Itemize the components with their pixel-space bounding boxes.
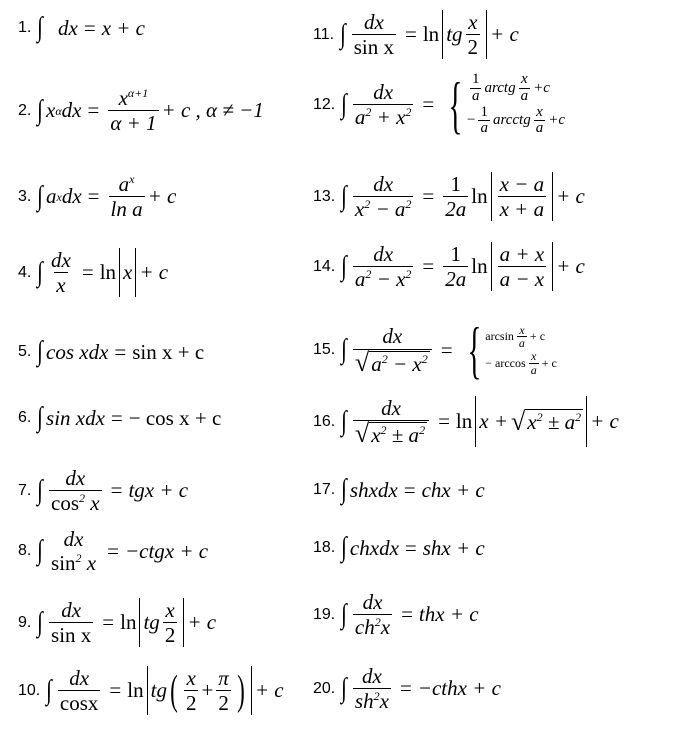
absolute-value: x (119, 248, 136, 297)
ln: ln (99, 260, 117, 285)
fraction (58, 666, 101, 715)
integral-sign: ∫ (341, 405, 347, 437)
numerator-exponent: x (129, 172, 135, 186)
formula-13 (313, 172, 585, 221)
tail: + c (139, 260, 169, 285)
numerator-base: x (118, 86, 128, 110)
integrand: shxdx (349, 477, 398, 502)
formula-10 (18, 666, 284, 715)
cases-brace: { arcsin $\frac{x}{a}$ + c − arccos $\frac{x}{a}$ + c (466, 314, 557, 385)
ln: ln (471, 254, 488, 279)
fraction: $\frac{dx}{√a^2 - x^2}$ (353, 324, 432, 375)
ln: ln (422, 22, 440, 47)
integral-sign: ∫ (341, 672, 347, 704)
equals-sign: = (87, 98, 100, 123)
formula-number: 17. (313, 481, 336, 498)
result: −ctgx + c (124, 538, 209, 563)
differential: dx (61, 98, 82, 123)
integrand: sin xdx (46, 405, 105, 430)
numerator: dx (65, 466, 86, 490)
formula-9 (18, 598, 216, 647)
ln: ln (455, 409, 473, 434)
integral-sign: ∫ (341, 250, 347, 282)
numerator: dx (69, 666, 90, 690)
equals-sign: = (405, 22, 417, 47)
numerator: dx (63, 527, 84, 551)
integral-sign: ∫ (37, 606, 44, 638)
equals-sign: = (403, 477, 416, 502)
formula-15 (313, 314, 557, 385)
fraction: dx $\sin^2 x$ (51, 527, 97, 576)
equals-sign: = (110, 478, 123, 503)
formula-number: 8. (18, 542, 32, 560)
formula-number: 11. (313, 25, 335, 43)
formula-number: 13. (313, 187, 336, 205)
fraction: $\frac{dx}{√x^2 \pm a^2}$ (353, 396, 429, 447)
formula-19 (313, 590, 479, 639)
absolute-value: x + √ $x^2 \pm a^2$ (475, 396, 587, 447)
numerator-base: a (118, 172, 130, 196)
absolute-value: $\frac{a + x}{a - x}$ (491, 242, 554, 291)
denominator: α + 1 (110, 111, 157, 136)
result: − cos x + c (128, 405, 222, 430)
formula-20 (313, 664, 501, 713)
tail: + c , α ≠ −1 (161, 98, 264, 123)
numerator: dx (362, 664, 382, 688)
formula-number: 3. (18, 187, 32, 205)
denominator: x (56, 273, 66, 298)
fraction: $\frac{dx}{a^2 + x^2}$ (354, 79, 412, 129)
integral-sign: ∫ (341, 180, 347, 212)
fraction: $\frac{dx}{a^2 - x^2}$ (354, 242, 412, 292)
equals-sign: = (114, 339, 127, 364)
numerator: dx (373, 242, 394, 266)
formula-18 (313, 534, 485, 562)
numerator: dx (61, 598, 82, 622)
result: sin x + c (132, 339, 205, 364)
formula-12 (313, 68, 565, 140)
fraction (108, 86, 158, 135)
numerator-exponent: α+1 (127, 86, 149, 100)
formula-number: 16. (313, 412, 336, 430)
absolute-value: tg ( $\frac{x}{2}$ + $\frac{\pi}{2}$ ) (147, 666, 252, 715)
absolute-value: tg $\frac{x}{2}$ (442, 10, 487, 59)
integral-sign: ∫ (37, 12, 44, 43)
numerator: dx (373, 172, 394, 196)
tail: + c (556, 254, 585, 279)
equals-sign: = (404, 535, 417, 560)
coefficient: $\frac{1}{2a}$ (445, 172, 467, 222)
ln: ln (120, 610, 137, 635)
integral-sign: ∫ (341, 532, 347, 563)
equals-sign: = (440, 337, 453, 362)
integrand: cos xdx (46, 339, 109, 364)
tail: + c (556, 184, 585, 209)
formula-1 (18, 14, 145, 42)
fraction: $\frac{dx}{x^2 - a^2}$ (354, 172, 412, 222)
fraction: $\frac{dx}{\cos^2 x}$ (51, 466, 100, 516)
integral-sign: ∫ (46, 674, 52, 706)
integral-sign: ∫ (37, 336, 44, 367)
formula-8 (18, 527, 208, 575)
integral-sign: ∫ (37, 256, 44, 288)
denominator: ln a (110, 197, 143, 222)
formula-number: 4. (18, 263, 32, 281)
result: tgx + c (128, 478, 189, 503)
equals-sign: = (109, 678, 122, 703)
equals-sign: = (102, 610, 115, 635)
formula-number: 12. (313, 95, 336, 113)
formula-number: 9. (18, 613, 32, 631)
integral-sign: ∫ (341, 334, 347, 365)
formula-number: 7. (18, 481, 32, 499)
equals-sign: = (422, 254, 435, 279)
tail: + c (490, 22, 519, 47)
tail: + c (590, 409, 619, 434)
integral-sign: ∫ (37, 535, 44, 567)
result: thx + c (418, 602, 479, 627)
differential: dx (58, 15, 78, 40)
equals-sign: = (110, 405, 123, 430)
integrand-base: x (46, 98, 56, 123)
equals-sign: = (83, 15, 96, 40)
tail: + c (147, 184, 177, 209)
numerator: dx (382, 324, 403, 349)
integral-sign: ∫ (341, 474, 347, 505)
formula-number: 15. (313, 341, 336, 358)
equals-sign: = (401, 602, 413, 627)
fraction: $\frac{dx}{ch^2x}$ (354, 590, 391, 640)
fraction (49, 248, 73, 297)
equals-sign: = (422, 184, 435, 209)
fraction (109, 172, 145, 221)
formula-3: 3. ∫ a x dx = $\frac{a^x}{\text{ln a}}$ + c (18, 172, 177, 222)
integral-sign: ∫ (341, 88, 347, 120)
formula-number: 20. (313, 679, 336, 697)
formula-7 (18, 466, 188, 515)
equals-sign: = (87, 184, 100, 209)
result: x + c (101, 15, 145, 40)
formula-number: 14. (313, 257, 336, 275)
formula-number: 19. (313, 605, 336, 623)
numerator: dx (362, 590, 383, 614)
formula-number: 18. (313, 539, 336, 556)
tail: + c (254, 678, 284, 703)
fraction (352, 10, 396, 59)
numerator: dx (381, 396, 401, 420)
formula-2: 2. ∫ x α dx = $\frac{x^{\alpha+1}}{\alpha + 1}$ + c , α ≠ −1 (18, 86, 264, 136)
differential: dx (61, 184, 82, 209)
numerator: dx (51, 248, 71, 272)
ln: ln (471, 184, 488, 209)
integral-sign: ∫ (37, 94, 44, 126)
result: chx + c (421, 477, 485, 502)
integral-sign: ∫ (341, 598, 347, 630)
formula-number: 6. (18, 409, 32, 426)
formula-number: 10. (18, 681, 41, 699)
result: −cthx + c (417, 676, 501, 701)
formula-6 (18, 404, 221, 432)
fraction (49, 598, 93, 647)
equals-sign: = (422, 92, 435, 116)
equals-sign: = (399, 676, 412, 701)
equals-sign: = (438, 409, 450, 434)
denominator: cosx (59, 691, 99, 716)
formula-16 (313, 396, 619, 447)
integral-sign: ∫ (37, 180, 44, 212)
cases-brace: { $\frac{1}{a}$ arctg $\frac{x}{a}$ +c − $\frac{1}{a}$ arcctg $\frac{x}{a}$ +c (448, 68, 565, 140)
numerator: dx (373, 79, 394, 104)
equals-sign: = (107, 538, 119, 563)
coefficient: $\frac{1}{2a}$ (445, 242, 467, 292)
integrand: chxdx (349, 535, 399, 560)
formula-number: 1. (18, 19, 32, 36)
integral-sign: ∫ (37, 402, 44, 433)
numerator: dx (363, 10, 384, 34)
ln: ln (127, 678, 144, 703)
fraction: $\frac{dx}{sh^2x}$ (354, 664, 389, 714)
integral-sign: ∫ (37, 474, 44, 506)
integral-sign: ∫ (340, 18, 346, 50)
formula-17 (313, 476, 485, 504)
equals-sign: = (81, 260, 94, 285)
formula-5 (18, 338, 204, 366)
integrand-base: a (46, 184, 57, 209)
formula-number: 2. (18, 101, 32, 119)
formula-14 (313, 242, 585, 291)
formula-11 (313, 10, 519, 59)
tail: + c (187, 610, 217, 635)
absolute-value: tg $\frac{x}{2}$ (139, 598, 184, 647)
formula-number: 5. (18, 343, 32, 360)
denominator: sin x (353, 35, 394, 60)
result: shx + c (422, 535, 485, 560)
absolute-value: $\frac{x - a}{x + a}$ (491, 172, 554, 221)
formula-4 (18, 248, 168, 297)
denominator: sin x (51, 623, 92, 648)
